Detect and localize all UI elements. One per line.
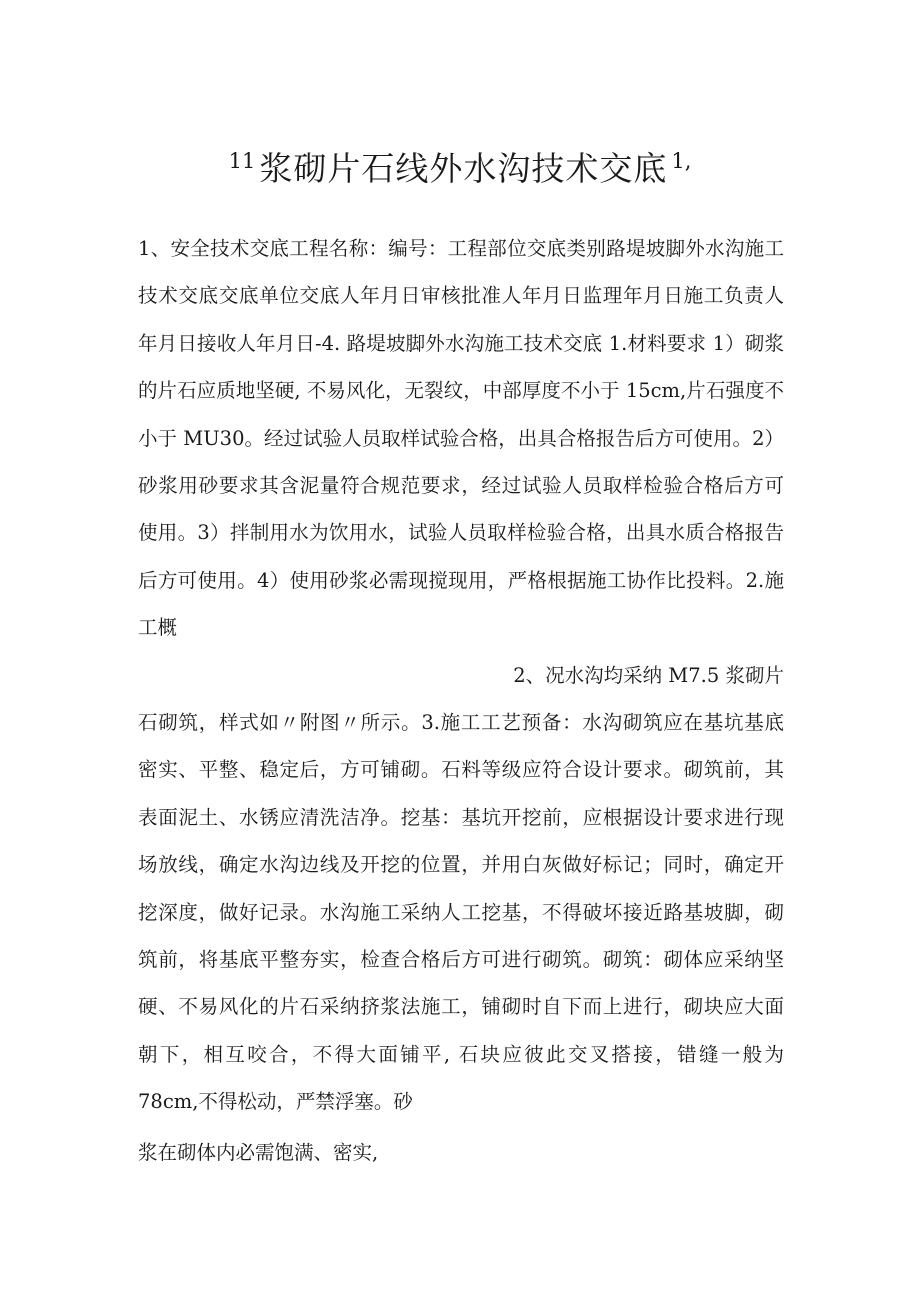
paragraph-line: 砂浆用砂要求其含泥量符合规范要求，经过试验人员取样检验合格后方可: [138, 474, 784, 498]
paragraph-line: 后方可使用。4）使用砂浆必需现搅现用，严格根据施工协作比投料。2.施: [138, 568, 784, 592]
paragraph-line: 朝下，相互咬合，不得大面铺平, 石块应彼此交叉搭接，错缝一般为: [138, 1042, 784, 1066]
paragraph-line: 78cm,不得松动，严禁浮塞。砂: [138, 1090, 413, 1114]
paragraph-line: 小于 MU30。经过试验人员取样试验合格，出具合格报告后方可使用。2）: [138, 426, 784, 450]
paragraph-line: 筑前，将基底平整夯实，检查合格后方可进行砌筑。砌筑：砌体应采纳坚: [138, 948, 784, 972]
paragraph-2-heading: 2、况水沟均采纳 M7.5 浆砌片: [513, 664, 784, 687]
paragraph-line: 场放线，确定水沟边线及开挖的位置，并用白灰做好标记；同时，确定开: [138, 853, 784, 877]
paragraph-line: 表面泥土、水锈应清洗洁净。挖基：基坑开挖前，应根据设计要求进行现: [138, 805, 784, 829]
paragraph-line: 密实、平整、稳定后，方可铺砌。石料等级应符合设计要求。砌筑前，其: [138, 758, 784, 782]
paragraph-line: 年月日接收人年月日-4. 路堤坡脚外水沟施工技术交底 1.材料要求 1）砌浆: [138, 331, 784, 355]
title-suffix: 1,: [671, 149, 692, 173]
paragraph-line: 挖深度，做好记录。水沟施工采纳人工挖基，不得破坏接近路基坡脚，砌: [138, 900, 784, 924]
paragraph-line: 技术交底交底单位交底人年月日审核批准人年月日监理年月日施工负责人: [138, 284, 784, 308]
title-text: 浆砌片石线外水沟技术交底: [259, 149, 668, 188]
paragraph-tail: 浆在砌体内必需饱满、密实,: [138, 1141, 379, 1164]
paragraph-line: 硬、不易风化的片石采纳挤浆法施工，铺砌时自下而上进行，砌块应大面: [138, 995, 784, 1019]
paragraph-line: 工概: [138, 616, 178, 640]
title-prefix: 11: [228, 149, 256, 173]
page-title: [0, 138, 920, 192]
paragraph-line: 1、安全技术交底工程名称：编号：工程部位交底类别路堤坡脚外水沟施工: [138, 237, 784, 260]
paragraph-construction: [138, 699, 784, 1126]
paragraph-line: 石砌筑，样式如〃附图〃所示。3.施工工艺预备：水沟砌筑应在基坑基底: [138, 711, 784, 734]
paragraph-line: 的片石应质地坚硬, 不易风化，无裂纹，中部厚度不小于 15cm,片石强度不: [138, 379, 784, 403]
paragraph-line: 使用。3）拌制用水为饮用水，试验人员取样检验合格，出具水质合格报告: [138, 521, 784, 545]
paragraph-materials: [138, 225, 784, 652]
